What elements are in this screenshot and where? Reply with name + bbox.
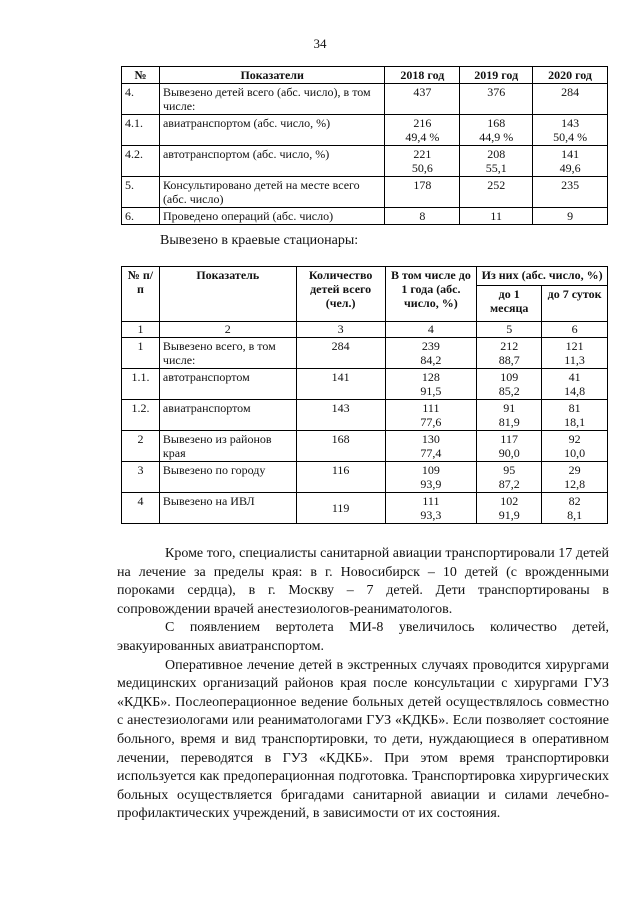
column-number: 6 bbox=[542, 322, 608, 338]
value-2019: 376 bbox=[460, 84, 533, 115]
table-row bbox=[122, 338, 608, 369]
indicator-cell: Проведено операций (абс. число) bbox=[159, 208, 385, 225]
indicator-cell: Консультировано детей на месте всего (абс. число) bbox=[159, 177, 385, 208]
col-header-under-1-year: В том числе до 1 года (абс. число, %) bbox=[385, 267, 477, 322]
page-number: 34 bbox=[313, 36, 327, 51]
col-header-indicator: Показатель bbox=[159, 267, 296, 322]
column-number: 1 bbox=[122, 322, 160, 338]
table-row bbox=[122, 115, 608, 146]
count-cell: 284 bbox=[296, 338, 385, 369]
table-row bbox=[122, 462, 608, 493]
table-header-row bbox=[122, 267, 608, 286]
column-number: 3 bbox=[296, 322, 385, 338]
indicator-cell: Вывезено детей всего (абс. число), в том числе: bbox=[159, 84, 385, 115]
value-2019: 252 bbox=[460, 177, 533, 208]
value-2018: 8 bbox=[385, 208, 460, 225]
row-number: 3 bbox=[122, 462, 160, 493]
table-row bbox=[122, 146, 608, 177]
row-number: 6. bbox=[122, 208, 160, 225]
regional-hospital-transfers-table bbox=[121, 266, 608, 524]
table-row bbox=[122, 84, 608, 115]
count-cell: 168 bbox=[296, 431, 385, 462]
column-number: 2 bbox=[159, 322, 296, 338]
transport-stats-table bbox=[121, 66, 608, 225]
under-1-month-cell: 102 91,9 bbox=[477, 493, 542, 524]
table-row bbox=[122, 177, 608, 208]
column-number-row bbox=[122, 322, 608, 338]
under-7-days-cell: 81 18,1 bbox=[542, 400, 608, 431]
indicator-cell: Вывезено по городу bbox=[159, 462, 296, 493]
count-cell: 141 bbox=[296, 369, 385, 400]
under-1-year-cell: 130 77,4 bbox=[385, 431, 477, 462]
under-1-month-cell: 109 85,2 bbox=[477, 369, 542, 400]
value-2018: 178 bbox=[385, 177, 460, 208]
section-subheading: Вывезено в краевые стационары: bbox=[160, 233, 359, 248]
col-header-2018: 2018 год bbox=[385, 67, 460, 84]
paragraph: Оперативное лечение детей в экстренных случаях проводится хирургами медицинских организаций районов края после консультации с хирургами ГУЗ «КДКБ». Послеоперационное ведение больных детей осуществлялось совместно с анестезиологами или реаниматологами ГУЗ «КДКБ». Если позволяет состояние больного, время и вид транспортировки, то дети, нуждающиеся в оперативном лечении, переводятся в ГУЗ «КДКБ». При этом время транспортировки используется как предоперационная подготовка. Транспортировка хирургических больных осуществляется бригадами санитарной авиации и силами лечебно-профилактических учреждений, в зависимости от их состояния. bbox=[117, 657, 609, 822]
under-1-year-cell: 128 91,5 bbox=[385, 369, 477, 400]
value-2018: 221 50,6 bbox=[385, 146, 460, 177]
row-number: 4.2. bbox=[122, 146, 160, 177]
value-2020: 143 50,4 % bbox=[533, 115, 608, 146]
col-header-under-7-days: до 7 суток bbox=[542, 286, 608, 322]
table-row bbox=[122, 493, 608, 524]
under-7-days-cell: 82 8,1 bbox=[542, 493, 608, 524]
under-1-month-cell: 91 81,9 bbox=[477, 400, 542, 431]
col-header-under-1-month: до 1 месяца bbox=[477, 286, 542, 322]
table-row bbox=[122, 369, 608, 400]
indicator-cell: Вывезено на ИВЛ bbox=[159, 493, 296, 524]
col-header-num: № bbox=[122, 67, 160, 84]
indicator-cell: Вывезено всего, в том числе: bbox=[159, 338, 296, 369]
indicator-cell: автотранспортом (абс. число, %) bbox=[159, 146, 385, 177]
col-header-of-them: Из них (абс. число, %) bbox=[477, 267, 608, 286]
row-number: 4. bbox=[122, 84, 160, 115]
row-number: 5. bbox=[122, 177, 160, 208]
count-cell: 143 bbox=[296, 400, 385, 431]
value-2020: 141 49,6 bbox=[533, 146, 608, 177]
value-2020: 284 bbox=[533, 84, 608, 115]
body-text bbox=[117, 545, 609, 824]
value-2019: 168 44,9 % bbox=[460, 115, 533, 146]
under-1-year-cell: 109 93,9 bbox=[385, 462, 477, 493]
value-2020: 235 bbox=[533, 177, 608, 208]
col-header-count: Количество детей всего (чел.) bbox=[296, 267, 385, 322]
col-header-num: № п/п bbox=[122, 267, 160, 322]
paragraph: Кроме того, специалисты санитарной авиации транспортировали 17 детей на лечение за пределы края: в г. Новосибирск – 10 детей (с врожденными пороками сердца), в г. Москву – 7 детей. Дети транспортированы в сопровождении врачей анестезиологов-реаниматологов. bbox=[117, 546, 609, 617]
count-cell: 116 bbox=[296, 462, 385, 493]
under-1-year-cell: 239 84,2 bbox=[385, 338, 477, 369]
table-row bbox=[122, 400, 608, 431]
value-2018: 216 49,4 % bbox=[385, 115, 460, 146]
column-number: 4 bbox=[385, 322, 477, 338]
indicator-cell: автотранспортом bbox=[159, 369, 296, 400]
value-2020: 9 bbox=[533, 208, 608, 225]
value-2019: 208 55,1 bbox=[460, 146, 533, 177]
col-header-indicator: Показатели bbox=[159, 67, 385, 84]
table-row bbox=[122, 208, 608, 225]
value-2019: 11 bbox=[460, 208, 533, 225]
under-1-year-cell: 111 77,6 bbox=[385, 400, 477, 431]
row-number: 4.1. bbox=[122, 115, 160, 146]
under-7-days-cell: 41 14,8 bbox=[542, 369, 608, 400]
under-1-month-cell: 95 87,2 bbox=[477, 462, 542, 493]
row-number: 1.1. bbox=[122, 369, 160, 400]
under-1-year-cell: 111 93,3 bbox=[385, 493, 477, 524]
paragraph: С появлением вертолета МИ-8 увеличилось количество детей, эвакуированных авиатранспортом. bbox=[117, 620, 609, 654]
column-number: 5 bbox=[477, 322, 542, 338]
under-7-days-cell: 29 12,8 bbox=[542, 462, 608, 493]
table-row bbox=[122, 431, 608, 462]
under-7-days-cell: 92 10,0 bbox=[542, 431, 608, 462]
under-1-month-cell: 212 88,7 bbox=[477, 338, 542, 369]
indicator-cell: авиатранспортом (абс. число, %) bbox=[159, 115, 385, 146]
col-header-2019: 2019 год bbox=[460, 67, 533, 84]
table-header-row bbox=[122, 67, 608, 84]
indicator-cell: авиатранспортом bbox=[159, 400, 296, 431]
indicator-cell: Вывезено из районов края bbox=[159, 431, 296, 462]
value-2018: 437 bbox=[385, 84, 460, 115]
col-header-2020: 2020 год bbox=[533, 67, 608, 84]
under-1-month-cell: 117 90,0 bbox=[477, 431, 542, 462]
row-number: 2 bbox=[122, 431, 160, 462]
under-7-days-cell: 121 11,3 bbox=[542, 338, 608, 369]
row-number: 1.2. bbox=[122, 400, 160, 431]
row-number: 1 bbox=[122, 338, 160, 369]
row-number: 4 bbox=[122, 493, 160, 524]
count-cell: 119 bbox=[296, 493, 385, 524]
